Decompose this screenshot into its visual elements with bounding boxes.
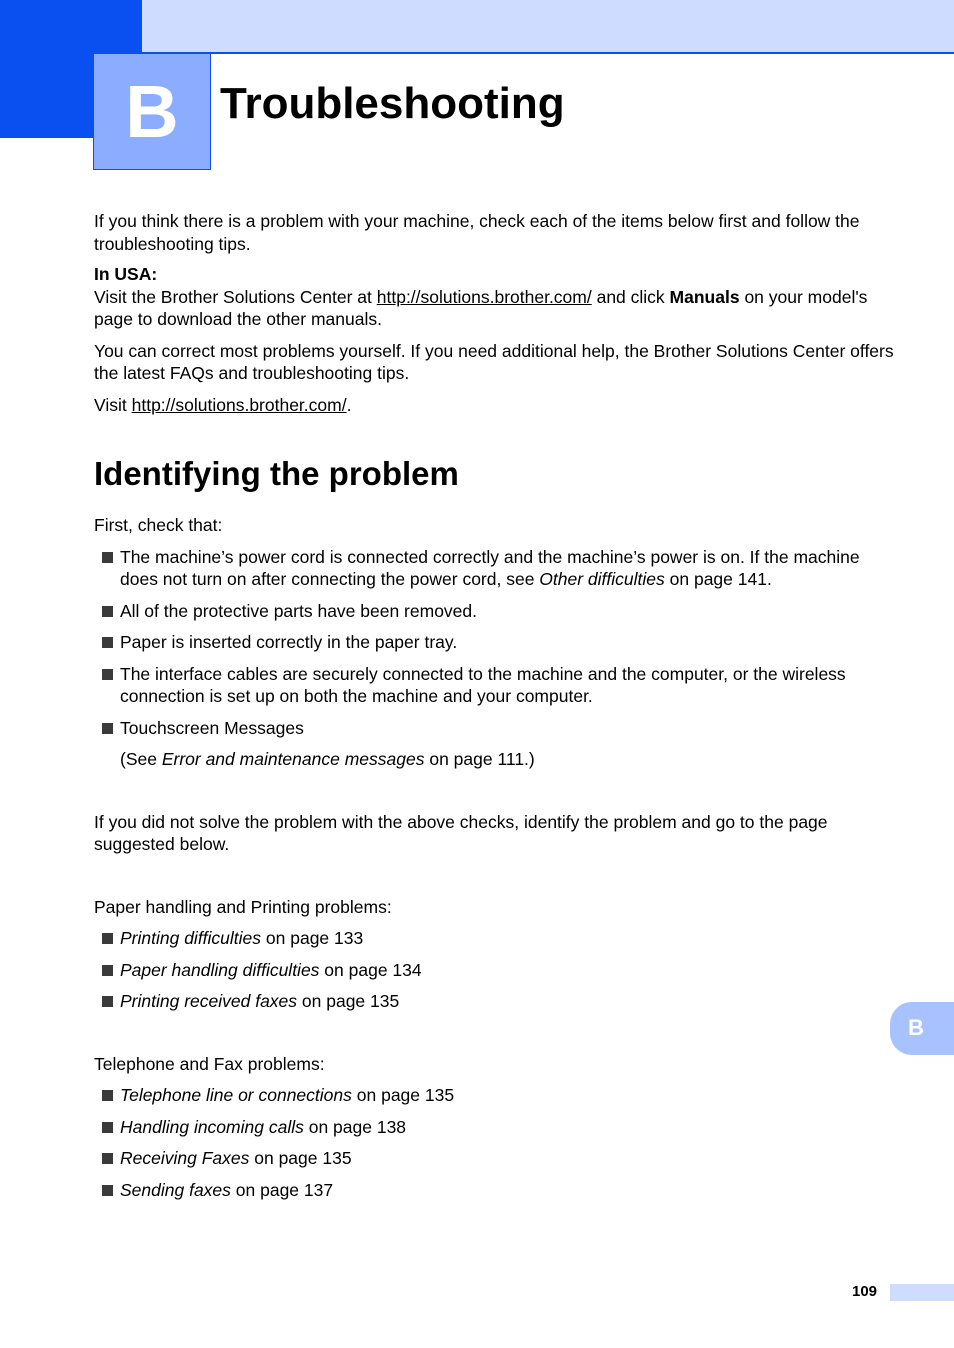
usa-paragraph xyxy=(94,286,894,331)
bullet-square-icon xyxy=(102,1185,113,1196)
usa-text-post: on your model's page to download the other manuals. xyxy=(94,286,868,329)
item-italic: Handling incoming calls xyxy=(120,1116,304,1137)
list-item xyxy=(94,1147,894,1170)
item-text: on page 135 xyxy=(249,1148,352,1168)
item-text: on page 137 xyxy=(230,1179,334,1200)
check-text: The interface cables are securely connected to the machine and the computer, or the wireless connection is set up on both the machine and your computer. xyxy=(120,663,846,706)
solutions-link[interactable]: http://solutions.brother.com/ xyxy=(376,286,592,307)
check-text: All of the protective parts have been removed. xyxy=(120,600,478,621)
visit-paragraph xyxy=(94,394,894,417)
bullet-square-icon xyxy=(102,1090,113,1101)
list-item xyxy=(94,631,894,654)
item-italic: Paper handling difficulties xyxy=(120,959,320,980)
visit-text-post: . xyxy=(346,394,352,415)
item-italic: Receiving Faxes xyxy=(120,1148,250,1168)
check-text-post: on page 141. xyxy=(664,569,772,589)
bullet-square-icon xyxy=(102,669,113,680)
bullet-square-icon xyxy=(102,637,113,648)
check-text: The machine’s power cord is connected correctly and the machine’s power is on. If the machine does not turn on after connecting the power cord, see xyxy=(120,546,860,589)
page-content xyxy=(94,210,894,1201)
section-heading: Identifying the problem xyxy=(94,455,459,492)
item-italic: Printing received faxes xyxy=(120,991,298,1011)
bullet-square-icon xyxy=(102,723,113,734)
list-item xyxy=(94,1179,894,1202)
item-text: on page 138 xyxy=(303,1116,407,1137)
list-item xyxy=(94,546,894,591)
chapter-letter-box xyxy=(93,53,211,170)
page-number: 109 xyxy=(852,1283,878,1300)
bullet-square-icon xyxy=(102,606,113,617)
visit-link[interactable]: http://solutions.brother.com/ xyxy=(131,394,347,415)
check-text: Touchscreen Messages xyxy=(120,717,304,738)
fax-problems-list xyxy=(94,1084,894,1201)
see-text-pre: (See xyxy=(120,749,162,769)
intro-paragraph: If you think there is a problem with your machine, check each of the items below first and follow the troubleshooting tips. xyxy=(94,211,860,254)
bullet-square-icon xyxy=(102,1153,113,1164)
chapter-title: Troubleshooting xyxy=(220,79,565,128)
chapter-letter: B xyxy=(125,69,179,153)
list-item xyxy=(94,717,894,740)
bullet-square-icon xyxy=(102,933,113,944)
see-reference xyxy=(94,748,894,771)
usa-text-pre: Visit the Brother Solutions Center at xyxy=(94,286,377,307)
first-check-text: First, check that: xyxy=(94,515,223,535)
header-band xyxy=(142,0,954,54)
list-item xyxy=(94,663,894,708)
usa-text-mid: and click xyxy=(591,286,670,307)
list-item xyxy=(94,1084,894,1107)
page-number-bar xyxy=(890,1284,954,1301)
check-list xyxy=(94,546,894,740)
item-text: on page 134 xyxy=(319,959,422,980)
item-text: on page 135 xyxy=(351,1085,455,1105)
list-item xyxy=(94,927,894,950)
bullet-square-icon xyxy=(102,1122,113,1133)
manuals-bold: Manuals xyxy=(669,286,740,307)
item-italic: Sending faxes xyxy=(120,1179,231,1200)
list-item xyxy=(94,990,894,1013)
item-text: on page 135 xyxy=(297,991,400,1011)
paper-problems-list xyxy=(94,927,894,1013)
bullet-square-icon xyxy=(102,996,113,1007)
chapter-side-tab xyxy=(890,1002,954,1055)
see-italic: Error and maintenance messages xyxy=(161,749,425,769)
item-italic: Printing difficulties xyxy=(120,928,262,948)
list-item xyxy=(94,600,894,623)
see-text-post: on page 111.) xyxy=(424,749,535,769)
item-italic: Telephone line or connections xyxy=(120,1085,352,1105)
paper-problems-heading: Paper handling and Printing problems: xyxy=(94,896,392,917)
side-tab-letter: B xyxy=(908,1015,924,1041)
usa-label: In USA: xyxy=(94,264,158,284)
not-solved-paragraph: If you did not solve the problem with the above checks, identify the problem and go to the page suggested below. xyxy=(94,811,828,854)
check-text: Paper is inserted correctly in the paper tray. xyxy=(120,632,458,652)
bullet-square-icon xyxy=(102,552,113,563)
list-item xyxy=(94,1116,894,1139)
bullet-square-icon xyxy=(102,965,113,976)
item-text: on page 133 xyxy=(261,928,364,948)
fax-problems-heading: Telephone and Fax problems: xyxy=(94,1053,325,1074)
help-paragraph: You can correct most problems yourself. If you need additional help, the Brother Solutions Center offers the latest FAQs and troubleshooting tips. xyxy=(94,340,894,383)
check-italic: Other difficulties xyxy=(539,569,665,589)
list-item xyxy=(94,959,894,982)
visit-text-pre: Visit xyxy=(94,394,132,415)
